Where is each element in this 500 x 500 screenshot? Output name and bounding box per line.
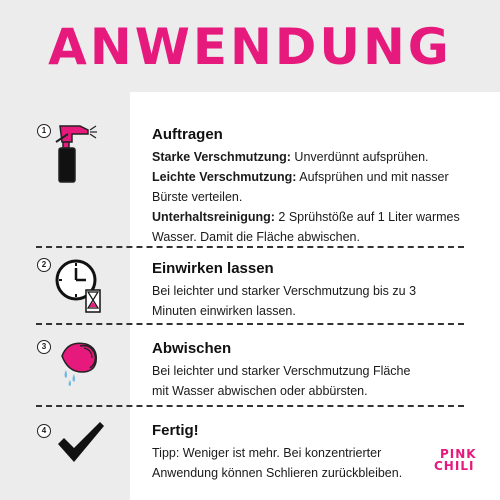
step-detail: Unverdünnt aufsprühen. (290, 150, 429, 164)
step-abwischen (152, 340, 482, 401)
step-text-line (152, 207, 482, 247)
checkmark-icon (56, 420, 104, 466)
divider (36, 405, 464, 407)
spray-bottle-icon (54, 120, 102, 190)
step-detail: 2 Sprühstöße auf 1 Liter warmes Wasser. Damit die Fläche abwischen. (152, 210, 460, 244)
step-einwirken (152, 260, 482, 321)
logo-line-2: CHILI (434, 459, 475, 473)
step-number-2: 2 (37, 258, 51, 272)
step-text-line (152, 167, 482, 207)
step-text: Tipp: Weniger ist mehr. Bei konzentrierter Anwendung können Schlieren zurückbleiben. (152, 446, 403, 480)
step-auftragen (152, 126, 482, 247)
step-heading: Auftragen (152, 126, 223, 143)
step-number-3: 3 (37, 340, 51, 354)
wiping-cloth-icon (54, 336, 104, 386)
step-text: Bei leichter und starker Verschmutzung bis zu 3 Minuten einwirken lassen. (152, 284, 417, 318)
step-text: Bei leichter und starker Verschmutzung Fläche mit Wasser abwischen oder abbürsten. (152, 364, 411, 398)
step-text-line (152, 147, 482, 167)
step-heading: Abwischen (152, 340, 232, 357)
step-number-1: 1 (37, 124, 51, 138)
step-bold-label: Leichte Verschmutzung: (152, 170, 297, 184)
step-detail: Aufsprühen und mit nasser Bürste verteilen. (152, 170, 449, 204)
step-heading: Fertig! (152, 422, 199, 439)
brand-logo (434, 448, 490, 480)
clock-hourglass-icon (54, 258, 106, 314)
logo-line-1: PINK (440, 447, 477, 461)
step-bold-label: Starke Verschmutzung: (152, 150, 291, 164)
step-number-4: 4 (37, 424, 51, 438)
step-bold-label: Unterhaltsreinigung: (152, 210, 275, 224)
step-fertig (152, 422, 482, 483)
divider (36, 323, 464, 325)
header-banner (0, 0, 500, 92)
page-title: ANWENDUNG (48, 18, 452, 76)
step-heading: Einwirken lassen (152, 260, 274, 277)
divider (36, 246, 464, 248)
